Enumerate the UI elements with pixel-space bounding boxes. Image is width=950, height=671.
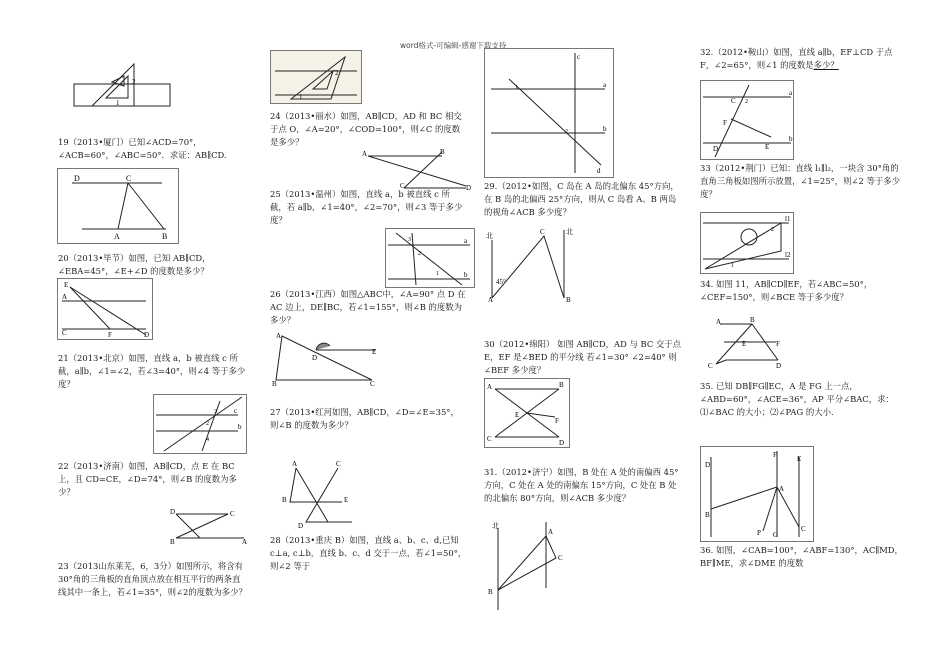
svg-text:2: 2	[132, 78, 136, 86]
svg-text:3: 3	[408, 237, 411, 243]
svg-text:D: D	[776, 362, 782, 368]
svg-text:c: c	[234, 407, 238, 415]
svg-text:B: B	[162, 232, 168, 241]
figure-q24	[362, 148, 474, 192]
svg-text:B: B	[705, 511, 710, 519]
question-23: 23（2013山东莱芜，6，3分）如图所示，将含有30°角的三角板的直角顶点放在相互平行的两条直线其中一条上，若∠1=35°，则∠2的度数为多少？	[58, 561, 247, 598]
svg-text:A: A	[716, 318, 722, 326]
svg-text:E: E	[515, 411, 520, 419]
question-30: 30（2012•绵阳） 如图 AB∥CD，AD 与 BC 交于点 E，EF 是∠BED 的平分线 若∠1=30° ∠2=40° 则∠BEF 多少度？	[484, 339, 682, 376]
svg-text:F: F	[555, 417, 559, 425]
svg-text:D: D	[713, 145, 719, 153]
svg-text:A: A	[242, 538, 248, 546]
svg-text:C: C	[731, 97, 736, 105]
svg-text:1: 1	[731, 263, 734, 269]
svg-text:a: a	[464, 237, 468, 245]
svg-text:E: E	[742, 340, 747, 348]
figure-q26	[272, 332, 382, 386]
svg-text:A: A	[488, 296, 494, 302]
svg-text:C: C	[336, 460, 341, 468]
svg-text:C: C	[540, 228, 545, 236]
svg-text:B: B	[282, 496, 287, 504]
figure-q33	[700, 212, 794, 274]
figure-q34	[706, 316, 788, 368]
svg-text:1: 1	[116, 99, 120, 107]
svg-text:A: A	[276, 332, 282, 340]
question-33: 33（2012•荆门）已知：直线 l₁∥l₂，一块含 30°角的直角三角板如图所示放置，∠1=25°，则∠2 等于多少度？	[700, 163, 900, 200]
question-29: 29.（2012•如图，C 岛在 A 岛的北偏东 45°方向，在 B 岛的北偏西 25°方向，则从 C 岛看 A、B 两岛的视角∠ACB 多少度？	[484, 181, 679, 218]
svg-text:A: A	[779, 485, 785, 493]
svg-text:b: b	[464, 271, 468, 279]
figure-q35	[700, 446, 814, 542]
svg-text:A: A	[114, 232, 120, 241]
svg-text:2: 2	[418, 251, 421, 257]
svg-text:C: C	[126, 174, 132, 183]
svg-text:D: D	[170, 508, 176, 516]
svg-text:b: b	[238, 423, 242, 431]
question-36: 36. 如图，∠CAB=100°，∠ABF=130°，AC∥MD，BF∥ME，求∠DME 的度数	[700, 545, 903, 569]
svg-text:C: C	[708, 362, 713, 368]
svg-text:E: E	[797, 455, 802, 463]
question-26: 26（2013•江西）如图△ABC中，∠A=90° 点 D 在 AC 边上，DE∥BC，若∠1=155°，则∠B 的度数为多少？	[270, 289, 466, 326]
question-20: 20（2013•毕节）如图，已知 AB∥CD，∠EBA=45°，∠E+∠D 的度数是多少？	[58, 253, 211, 277]
svg-text:A: A	[487, 383, 493, 391]
figure-q21	[153, 394, 247, 454]
figure-q29	[484, 226, 576, 302]
figure-q31	[484, 518, 576, 614]
figure-q25	[385, 228, 475, 288]
svg-text:A: A	[548, 528, 554, 536]
svg-text:D: D	[74, 174, 80, 183]
question-32-underline: 多少？	[813, 60, 839, 71]
svg-text:A: A	[62, 293, 68, 301]
svg-text:北: 北	[566, 228, 573, 236]
svg-text:1: 1	[299, 93, 303, 101]
svg-text:F: F	[723, 119, 727, 127]
svg-text:D: D	[705, 461, 711, 469]
svg-text:C: C	[487, 435, 492, 443]
svg-text:b: b	[789, 135, 793, 143]
svg-text:C: C	[370, 380, 375, 386]
figure-q19	[57, 168, 179, 244]
svg-text:E: E	[344, 496, 349, 504]
svg-text:A: A	[292, 460, 298, 468]
question-31: 31.（2012•济宁）如图，B 处在 A 处的南偏西 45°方向，C 处在 A 处的南偏东 15°方向，C 处在 B 处的北偏东 80°方向，则∠ACB 多少度？	[484, 467, 679, 504]
figure-q20	[57, 278, 153, 340]
question-19: 19（2013•厦门）已知∠ACD=70°，∠ACB=60°，∠ABC=50°．求证：AB∥CD.	[58, 137, 227, 161]
question-35: 35. 已知 DB∥FG∥EC，A 是 FG 上一点，∠ABD=60°，∠ACE=36°，AP 平分∠BAC，求：⑴∠BAC 的大小；⑵∠PAG 的大小.	[700, 381, 894, 418]
svg-text:C: C	[558, 554, 563, 562]
svg-text:F: F	[108, 331, 112, 339]
svg-text:P: P	[757, 529, 761, 537]
svg-text:1: 1	[436, 271, 439, 277]
question-28: 28（2013•重庆 B）如图，直线 a、b、c、d,已知 c⊥a, c⊥b，直线 b、c、d 交于一点，若∠1=50°，则∠2 等于	[270, 535, 467, 572]
svg-text:B: B	[750, 316, 755, 324]
svg-text:2: 2	[771, 227, 774, 233]
svg-text:D: D	[144, 331, 150, 339]
svg-text:E: E	[765, 143, 770, 151]
svg-text:4: 4	[206, 437, 209, 443]
svg-text:2: 2	[745, 99, 748, 105]
svg-text:D: D	[559, 439, 565, 447]
svg-text:d: d	[597, 167, 601, 175]
svg-text:C: C	[230, 510, 235, 518]
figure-q32	[700, 80, 794, 160]
question-22: 22（2013•济南）如图，AB∥CD，点 E 在 BC 上，且 CD=CE，∠D=74°，则∠B 的度数为多少？	[58, 461, 237, 498]
svg-text:a: a	[789, 89, 793, 97]
svg-text:B: B	[170, 538, 175, 546]
question-25: 25（2013•温州）如图，直线 a，b 被直线 c 所截，若 a∥b，∠1=40°，∠2=70°，则∠3 等于多少度？	[270, 189, 463, 226]
svg-text:B: B	[488, 588, 493, 596]
svg-text:C: C	[801, 525, 806, 533]
figure-q18-ruler	[72, 62, 172, 110]
svg-text:F: F	[776, 340, 780, 348]
svg-text:a: a	[603, 81, 607, 89]
svg-text:F: F	[773, 451, 777, 459]
svg-text:l1: l1	[785, 215, 791, 223]
svg-text:2: 2	[206, 421, 209, 427]
svg-text:2: 2	[565, 129, 568, 135]
question-24: 24（2013•丽水）如图，AB∥CD，AD 和 BC 相交于点 O，∠A=20°，∠COD=100°，则∠C 的度数是多少？	[270, 111, 462, 148]
figure-q28	[484, 48, 614, 178]
svg-text:D: D	[312, 354, 318, 362]
svg-text:北: 北	[492, 522, 499, 530]
question-21: 21（2013•北京）如图，直线 a，b 被直线 c 所截，a∥b，∠1=∠2，若∠3=40°，则∠4 等于多少度？	[58, 353, 246, 390]
svg-text:E: E	[64, 281, 69, 289]
svg-text:C: C	[62, 329, 67, 337]
svg-text:2: 2	[335, 69, 339, 77]
figure-q30	[484, 378, 570, 448]
svg-text:E: E	[372, 348, 377, 356]
svg-text:1: 1	[515, 85, 518, 91]
svg-text:c: c	[577, 53, 581, 61]
svg-text:B: B	[440, 148, 445, 156]
figure-q27	[280, 458, 370, 528]
svg-text:B: B	[566, 296, 571, 302]
svg-text:D: D	[466, 184, 472, 192]
question-34: 34. 如图 11，AB∥CD∥EF，若∠ABC=50°，∠CEF=150°，则∠BCE 等于多少度？	[700, 279, 873, 303]
question-27: 27（2013•红河如图，AB∥CD，∠D=∠E=35°，则∠B 的度数为多少？	[270, 407, 459, 431]
svg-text:3: 3	[214, 409, 217, 415]
page-header: word格式-可编辑-感谢下载支持	[400, 41, 507, 50]
svg-text:l2: l2	[785, 251, 791, 259]
svg-text:C: C	[400, 182, 405, 190]
svg-text:B: B	[559, 381, 564, 389]
figure-q24-photo	[270, 50, 362, 104]
question-32	[700, 46, 905, 72]
svg-text:北: 北	[486, 232, 493, 240]
svg-text:B: B	[272, 380, 277, 386]
svg-text:D: D	[298, 522, 304, 528]
svg-text:A: A	[362, 150, 368, 158]
svg-text:G: G	[773, 531, 779, 539]
svg-text:b: b	[603, 125, 607, 133]
figure-q22	[170, 506, 250, 548]
question-32-text: 32.（2012•鞍山）如图，直线 a∥b，EF⊥CD 于点 F，∠2=65°，则∠1 的度数是	[700, 47, 893, 71]
svg-text:45°: 45°	[496, 278, 506, 286]
